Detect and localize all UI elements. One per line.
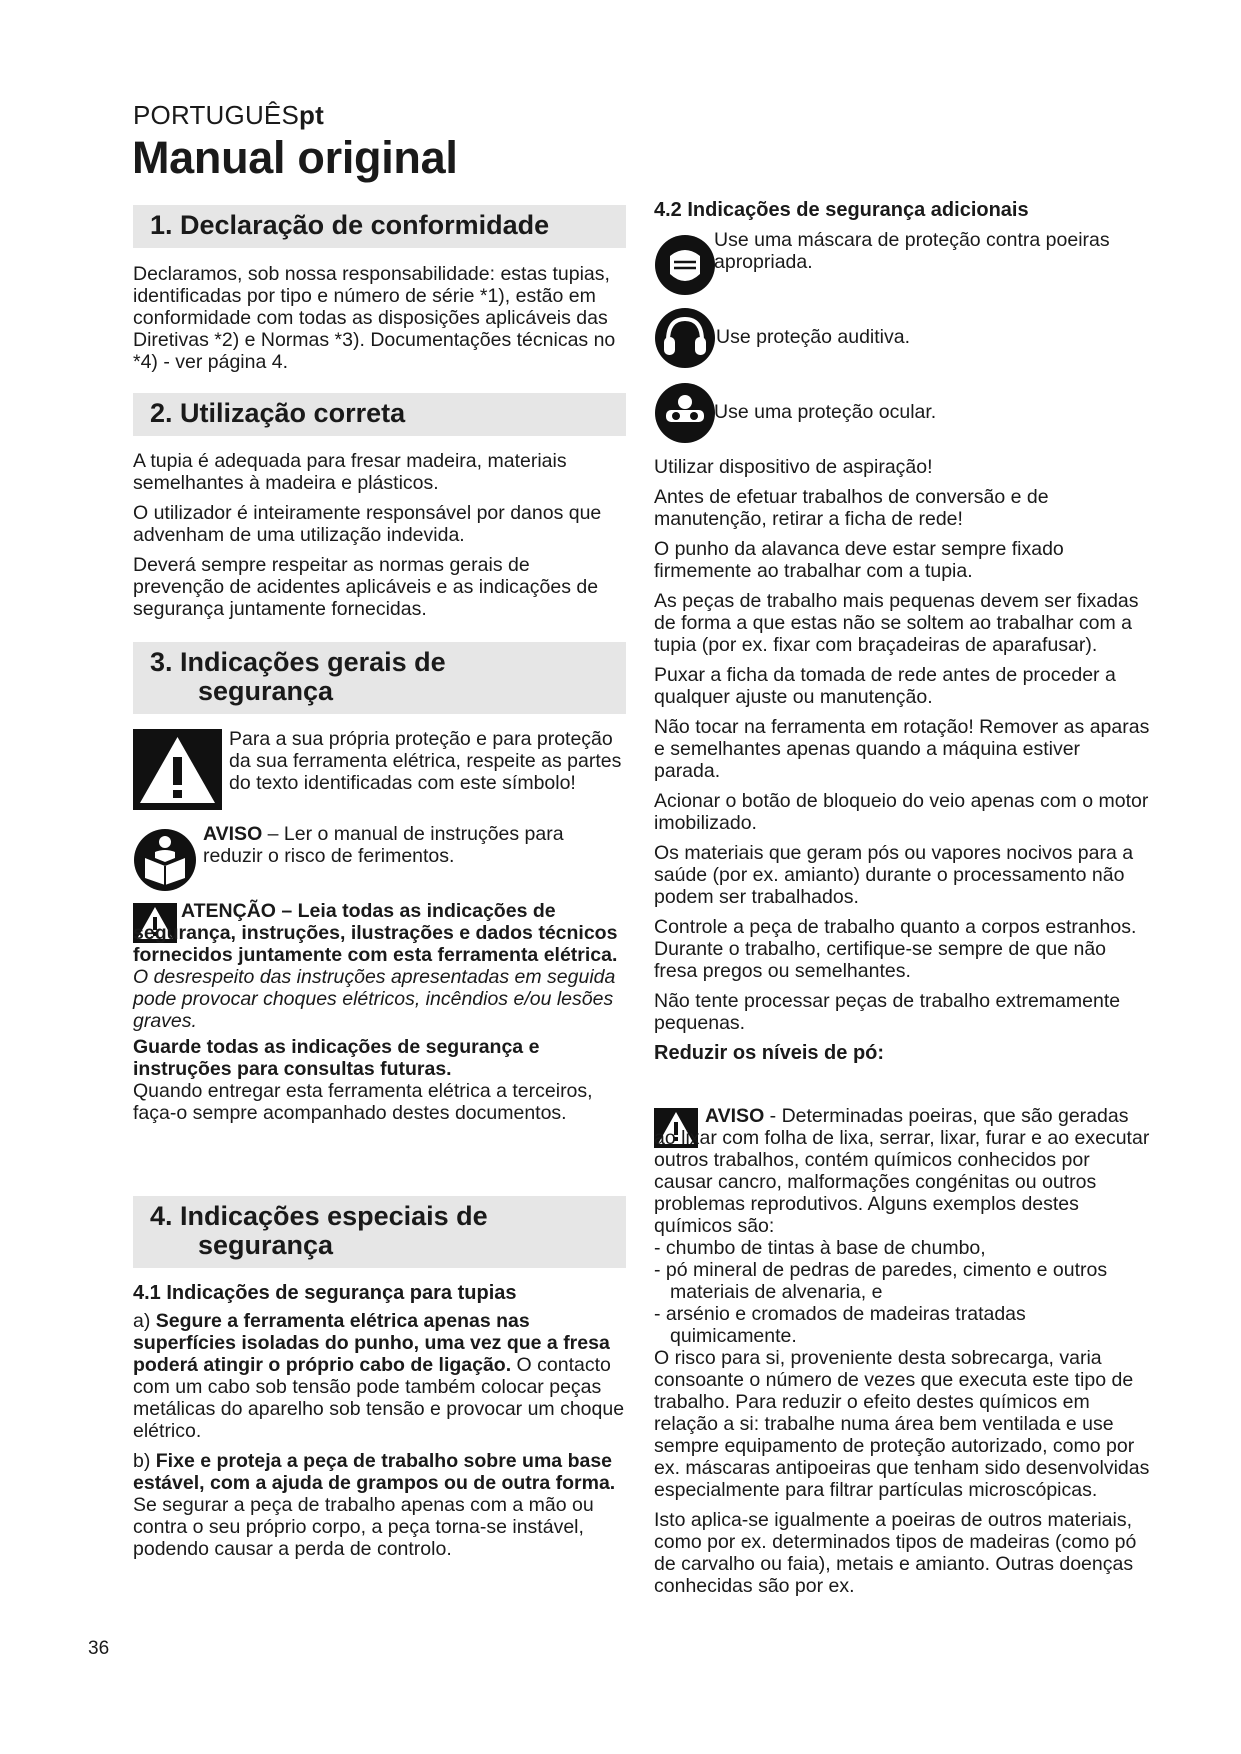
guarde-bold: Guarde todas as indicações de segurança e instruções para consultas futuras. <box>133 1036 540 1080</box>
warning-triangle-icon <box>133 729 222 810</box>
rule-b: b) Fixe e proteja a peça de trabalho sobre uma base estável, com a ajuda de grampos ou de outra forma. Se segurar a peça de trabalho apenas com a mão ou contra o seu próprio corpo, a peça torna-se instável, podendo causar a perda de controlo. <box>133 1450 616 1560</box>
usage-p1: A tupia é adequada para fresar madeira, materiais semelhantes à madeira e plásticos. <box>133 450 567 494</box>
usage-p3: Deverá sempre respeitar as normas gerais de prevenção de acidentes aplicáveis e as indicações de segurança juntamente fornecidas. <box>133 554 599 620</box>
rule-tiny-pieces: Não tente processar peças de trabalho extremamente pequenas. <box>654 990 1121 1034</box>
conformity-text: Declaramos, sob nossa responsabilidade: estas tupias, identificadas por tipo e número de série *1), estão em conformidade com todas as disposições aplicáveis das Diretivas *2) e Normas *3). Documentações técnicas no *4) - ver página 4. <box>133 263 616 373</box>
list-item: - pó mineral de pedras de paredes, cimento e outros materiais de alvenaria, e <box>654 1259 1108 1303</box>
eye-protection-icon <box>654 382 716 444</box>
list-item: - arsénio e cromados de madeiras tratadas quimicamente. <box>654 1303 1026 1347</box>
chemical-list <box>654 1237 1150 1347</box>
language-name: PORTUGUÊS <box>133 100 300 130</box>
section-3-heading: 3. Indicações gerais de segurança <box>133 642 626 714</box>
mask-instruction: Use uma máscara de proteção contra poeiras apropriada. <box>714 229 1110 273</box>
symbol-explanation: Para a sua própria proteção e para proteção da sua ferramenta elétrica, respeite as partes do texto identificadas com este símbolo! <box>229 728 622 794</box>
aviso-label: AVISO <box>203 823 263 845</box>
rule-foreign-bodies: Controle a peça de trabalho quanto a corpos estranhos. Durante o trabalho, certifique-se sempre de que não fresa pregos ou semelhantes. <box>654 916 1137 982</box>
also-text: Isto aplica-se igualmente a poeiras de outros materiais, como por ex. determinados tipos de madeiras (como pó de carvalho ou faia), metais e amianto. Outras doenças conhecidas são por ex. <box>654 1509 1137 1597</box>
language-label <box>133 100 324 131</box>
rule-handle: O punho da alavanca deve estar sempre fixado firmemente ao trabalhar com a tupia. <box>654 538 1064 582</box>
subsection-4-2-title: 4.2 Indicações de segurança adicionais <box>654 199 1029 221</box>
usage-p2: O utilizador é inteiramente responsável por danos que advenham de uma utilização indevida. <box>133 502 602 546</box>
atencao-italic: O desrespeito das instruções apresentadas em seguida pode provocar choques elétricos, incêndios e/ou lesões graves. <box>133 966 616 1032</box>
read-manual-icon <box>133 828 197 892</box>
rule-unplug: Antes de efetuar trabalhos de conversão e de manutenção, retirar a ficha de rede! <box>654 486 1049 530</box>
risk-text: O risco para si, proveniente desta sobrecarga, varia consoante o número de vezes que executa este tipo de trabalho. Para reduzir o efeito destes químicos em relação a si: trabalhe numa área bem ventilada e use sempre equipamento de proteção autorizado, como por ex. máscaras antipoeiras que tenham sido desenvolvidas especialmente para filtrar partículas microscópicas. <box>654 1347 1150 1501</box>
ear-protection-icon <box>654 307 716 369</box>
page-number: 36 <box>88 1638 110 1659</box>
list-item: - chumbo de tintas à base de chumbo, <box>654 1237 986 1259</box>
rule-plug-before-adjust: Puxar a ficha da tomada de rede antes de proceder a qualquer ajuste ou manutenção. <box>654 664 1116 708</box>
rule-a: a) Segure a ferramenta elétrica apenas nas superfícies isoladas do punho, uma vez que a fresa poderá atingir o próprio cabo de ligação. O contacto com um cabo sob tensão pode também colocar peças metálicas do aparelho sob tensão e provocar um choque elétrico. <box>133 1310 625 1442</box>
aviso-text: – Ler o manual de instruções para reduzir o risco de ferimentos. <box>203 823 564 867</box>
subsection-4-1-title: 4.1 Indicações de segurança para tupias <box>133 1282 517 1304</box>
guarde-text: Quando entregar esta ferramenta elétrica a terceiros, faça-o sempre acompanhado destes documentos. <box>133 1080 593 1124</box>
section-4-heading: 4. Indicações especiais de segurança <box>133 1196 626 1268</box>
section-1-body <box>133 263 626 381</box>
rule-extraction: Utilizar dispositivo de aspiração! <box>654 456 933 478</box>
language-code: pt <box>299 100 324 130</box>
rule-small-pieces: As peças de trabalho mais pequenas devem ser fixadas de forma a que estas não se soltem ao trabalhar com a tupia (por ex. fixar com braçadeiras de aparafusar). <box>654 590 1139 656</box>
section-2-body <box>133 450 626 628</box>
section-4-body <box>133 1282 626 1568</box>
rule-spindle-lock: Acionar o botão de bloqueio do veio apenas com o motor imobilizado. <box>654 790 1149 834</box>
dust-mask-icon <box>654 234 716 296</box>
section-2-heading: 2. Utilização correta <box>133 393 626 436</box>
page-title: Manual original <box>132 132 458 183</box>
atencao-bold: ATENÇÃO – Leia todas as indicações de segurança, instruções, ilustrações e dados técnicos fornecidos juntamente com esta ferramenta elétrica. <box>133 900 618 966</box>
dust-title: Reduzir os níveis de pó: <box>654 1042 885 1064</box>
dust-block <box>654 1105 1150 1605</box>
rule-hazardous-materials: Os materiais que geram pós ou vapores nocivos para a saúde (por ex. amianto) durante o processamento não podem ser trabalhados. <box>654 842 1134 908</box>
aviso-manual-note <box>203 823 626 867</box>
rule-rotating-tool: Não tocar na ferramenta em rotação! Remover as aparas e semelhantes apenas quando a máquina estiver parada. <box>654 716 1150 782</box>
eye-instruction: Use uma proteção ocular. <box>714 401 937 423</box>
additional-rules <box>654 456 1150 1070</box>
atencao-block <box>133 900 626 1132</box>
ear-instruction: Use proteção auditiva. <box>716 326 911 348</box>
dust-aviso-text: - Determinadas poeiras, que são geradas ao lixar com folha de lixa, serrar, lixar, furar e ao executar outros trabalhos, contém químicos conhecidos por causar cancro, malformações congénitas ou outros problemas reprodutivos. Alguns exemplos destes químicos são: <box>654 1105 1150 1237</box>
section-1-heading: 1. Declaração de conformidade <box>133 205 626 248</box>
dust-aviso-label: AVISO <box>705 1105 765 1127</box>
